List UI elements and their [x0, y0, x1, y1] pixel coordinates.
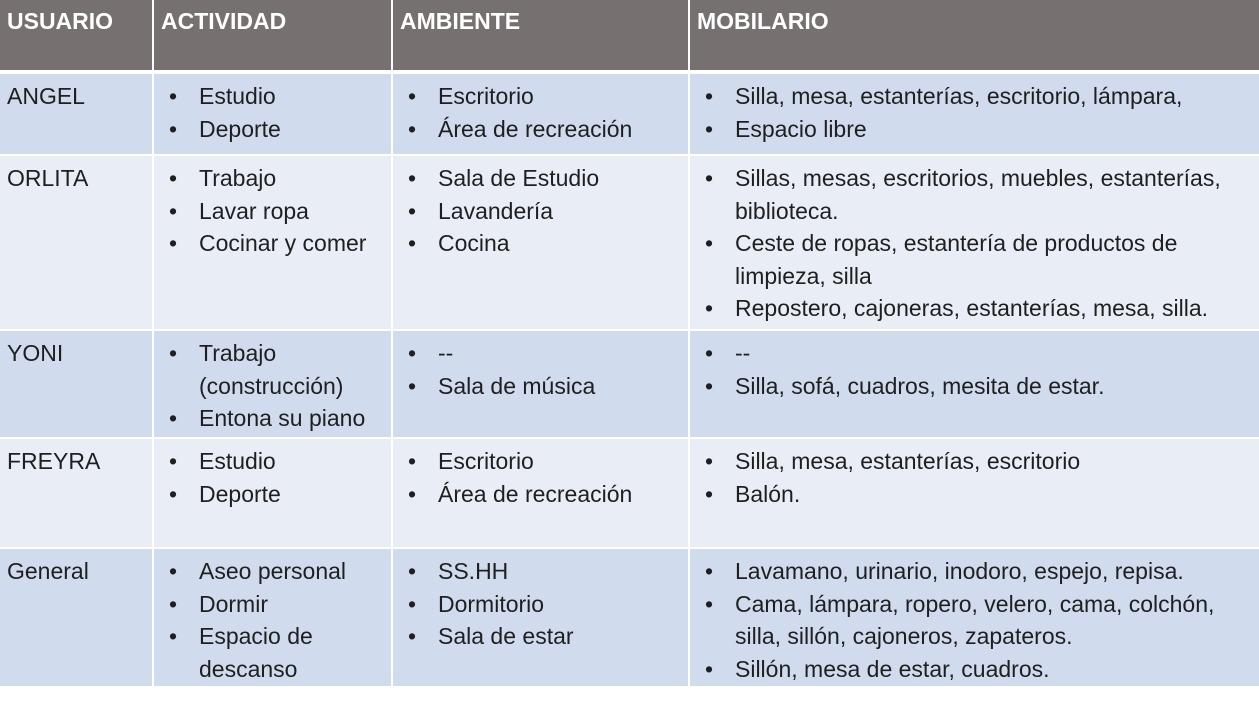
table-body — [0, 72, 1259, 687]
header-mobiliario: MOBILARIO — [689, 0, 1259, 72]
bullet-list — [161, 162, 391, 260]
list-item: • Ceste de ropas, estantería de productos de limpieza, silla — [697, 227, 1259, 292]
header-row — [0, 0, 1259, 72]
cell-mobiliario — [689, 72, 1259, 155]
cell-actividad — [153, 72, 392, 155]
list-item: • Deporte — [161, 478, 391, 511]
bullet-list — [161, 445, 391, 510]
bullet-list — [161, 80, 391, 145]
list-item: • Escritorio — [400, 445, 688, 478]
list-item: • Estudio — [161, 445, 391, 478]
list-item: • Sillas, mesas, escritorios, muebles, estanterías, biblioteca. — [697, 162, 1259, 227]
bullet-list — [400, 337, 688, 402]
bullet-list — [161, 337, 391, 435]
cell-ambiente — [392, 548, 689, 687]
table-row — [0, 72, 1259, 155]
bullet-list — [697, 337, 1259, 402]
list-item: • Área de recreación — [400, 478, 688, 511]
list-item: • Aseo personal — [161, 555, 391, 588]
list-item: • Repostero, cajoneras, estanterías, mesa, silla. — [697, 292, 1259, 325]
list-item: • -- — [400, 337, 688, 370]
list-item: • Espacio de descanso — [161, 620, 391, 685]
cell-usuario: FREYRA — [0, 438, 153, 548]
list-item: • Cocinar y comer — [161, 227, 391, 260]
cell-usuario: ANGEL — [0, 72, 153, 155]
list-item: • Silla, mesa, estanterías, escritorio — [697, 445, 1259, 478]
table-header — [0, 0, 1259, 72]
cell-mobiliario — [689, 330, 1259, 438]
table-row — [0, 155, 1259, 330]
list-item: • SS.HH — [400, 555, 688, 588]
list-item: • Sillón, mesa de estar, cuadros. — [697, 653, 1259, 686]
list-item: • Estudio — [161, 80, 391, 113]
list-item: • -- — [697, 337, 1259, 370]
list-item: • Deporte — [161, 113, 391, 146]
bullet-list — [400, 162, 688, 260]
cell-usuario: YONI — [0, 330, 153, 438]
list-item: • Lavandería — [400, 195, 688, 228]
bullet-list — [697, 162, 1259, 325]
list-item: • Área de recreación — [400, 113, 688, 146]
list-item: • Lavamano, urinario, inodoro, espejo, repisa. — [697, 555, 1259, 588]
list-item: • Escritorio — [400, 80, 688, 113]
list-item: • Trabajo (construcción) — [161, 337, 391, 402]
bullet-list — [697, 445, 1259, 510]
list-item: • Lavar ropa — [161, 195, 391, 228]
cell-actividad — [153, 548, 392, 687]
cell-ambiente — [392, 155, 689, 330]
list-item: • Espacio libre — [697, 113, 1259, 146]
cell-mobiliario — [689, 548, 1259, 687]
list-item: • Sala de música — [400, 370, 688, 403]
cell-usuario: General — [0, 548, 153, 687]
bullet-list — [697, 80, 1259, 145]
list-item: • Silla, mesa, estanterías, escritorio, lámpara, — [697, 80, 1259, 113]
table-row — [0, 548, 1259, 687]
cell-actividad — [153, 438, 392, 548]
table-row — [0, 330, 1259, 438]
bullet-list — [697, 555, 1259, 685]
cell-actividad — [153, 155, 392, 330]
cell-usuario: ORLITA — [0, 155, 153, 330]
list-item: • Entona su piano — [161, 402, 391, 435]
list-item: • Cama, lámpara, ropero, velero, cama, colchón, silla, sillón, cajoneros, zapateros. — [697, 588, 1259, 653]
cell-actividad — [153, 330, 392, 438]
bullet-list — [400, 555, 688, 653]
cell-ambiente — [392, 330, 689, 438]
list-item: • Cocina — [400, 227, 688, 260]
list-item: • Balón. — [697, 478, 1259, 511]
list-item: • Dormitorio — [400, 588, 688, 621]
list-item: • Silla, sofá, cuadros, mesita de estar. — [697, 370, 1259, 403]
list-item: • Trabajo — [161, 162, 391, 195]
list-item: • Sala de Estudio — [400, 162, 688, 195]
bullet-list — [400, 80, 688, 145]
list-item: • Dormir — [161, 588, 391, 621]
list-item: • Sala de estar — [400, 620, 688, 653]
table-row — [0, 438, 1259, 548]
header-ambiente: AMBIENTE — [392, 0, 689, 72]
cell-mobiliario — [689, 155, 1259, 330]
header-actividad: ACTIVIDAD — [153, 0, 392, 72]
bullet-list — [161, 555, 391, 685]
cell-mobiliario — [689, 438, 1259, 548]
bullet-list — [400, 445, 688, 510]
header-usuario: USUARIO — [0, 0, 153, 72]
cell-ambiente — [392, 72, 689, 155]
cell-ambiente — [392, 438, 689, 548]
